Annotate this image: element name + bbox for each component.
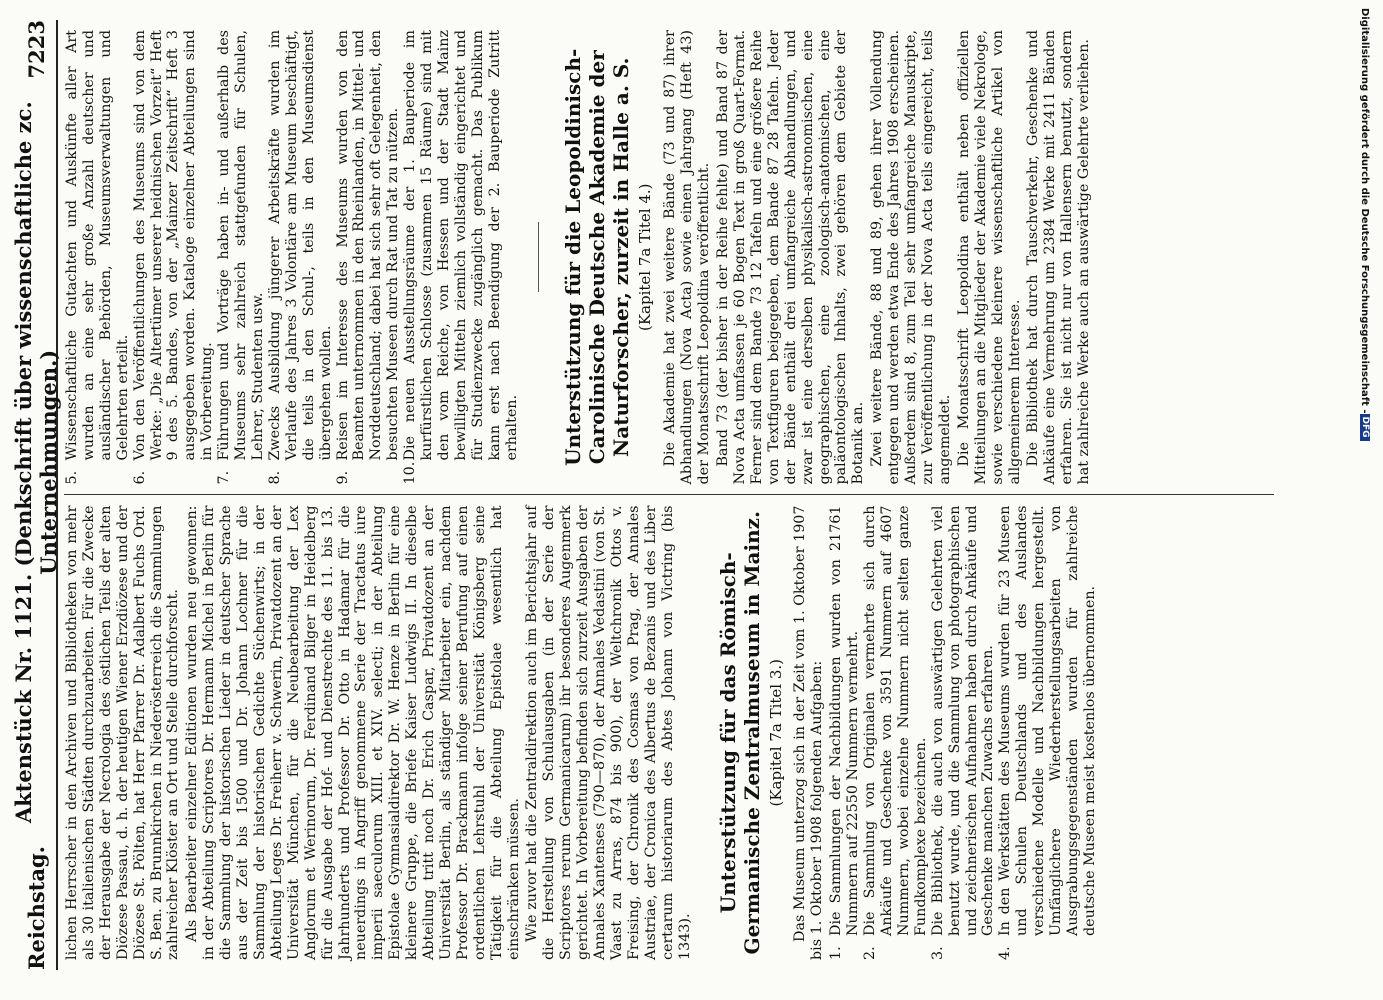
section-title: Unterstützung für die Leopoldinisch-Carolinische Deutsche Akademie der Naturforscher, zurzeit in Halle a. S. <box>561 48 634 466</box>
item-number: 7. <box>216 470 233 485</box>
paragraph: Als Bearbeiter einzelner Editionen wurden neu gewonnen: in der Abteilung Scriptores Dr. Hermann Michel in Berlin für die Sammlung der historischen Lieder in deutscher Sprache aus der Zeit bis 1500 und Dr. Johann Lochner für die Sammlung der historischen Gedichte Süchenwirts; in der Abteilung Leges Dr. Freiherr v. Schwerin, Privatdozent an der Universität München, für die Neubearbeitung der Lex Anglorum et Werinorum, Dr. Ferdinand Bilger in Heidelberg für die Ausgabe der Hof- und Dienstrechte des 11. bis 13. Jahrhunderts und Professor Dr. Otto in Hadamar für die neuerdings in Angriff genommene Serie der Tractatus iure imperii saeculorum XIII. et XIV. selecti; in der Abteilung Epistolae Gymnasialdirektor Dr. W. Henze in Berlin für eine kleinere Gruppe, die Briefe Kaiser Ludwigs II. In dieselbe Abteilung tritt noch Dr. Erich Caspar, Privatdozent an der Universität Berlin, als ständiger Mitarbeiter ein, nachdem Professor Dr. Brackmann infolge seiner Berufung auf einen ordentlichen Lehrstuhl der Universität Königsberg seine Tätigkeit für die Abteilung Epistolae wesentlich hat einschränken müssen. <box>184 505 522 960</box>
item-text: Die Sammlungen der Nachbildungen wurden von 21761 Nummern auf 22550 Nummern vermehrt. <box>828 505 862 936</box>
paragraph: Zwei weitere Bände, 88 und 89, gehen ihrer Vollendung entgegen und werden etwa Ende des Jahres 1908 erscheinen. Außerdem sind 8, zum Teil sehr umfangreiche Manuskripte, zur Veröffentlichung in der Nova Acta teils eingereicht, teils angemeldet. <box>869 30 953 485</box>
item-text: Reisen im Interesse des Museums wurden von den Beamten unternommen in den Rheinlanden, in Mittel- und Norddeutschland; dabei hat sich sehr oft Gelegenheit, den besuchten Museen durch Rat und Tat zu nützen. <box>334 30 402 461</box>
item-text: Die Bibliothek, die auch von auswärtigen Gelehrten viel benutzt wurde, und die Sammlung von photographischen und zeichnerischen Aufnahmen haben durch Ankäufe und Geschenke manchen Zuwachs erfahren. <box>929 505 997 936</box>
numbered-item <box>132 30 217 485</box>
rotated-sheet <box>8 0 1348 1000</box>
digitization-note <box>1358 8 1376 992</box>
item-number: 6. <box>131 470 148 485</box>
item-number: 1. <box>828 946 845 960</box>
page-number: 7223 <box>23 20 49 79</box>
numbered-item <box>402 30 520 485</box>
numbered-item <box>335 30 403 485</box>
paragraph: Band 73 (der bisher in der Reihe fehlte) und Band 87 der Nova Acta umfassen je 60 Bogen Text in groß Quart-Format. Ferner sind dem Bande 73 12 Tafeln und eine größere Reihe von Textfiguren beigegeben, dem Bande 87 28 Tafeln. Jeder der Bände enthält drei umfangreiche Abhandlungen, und zwar ist eine derselben physikalisch-astronomischen, eine geographischen, eine zoologisch-anatomischen, eine paläontologischen Inhalts, zwei gehören dem Gebiete der Botanik an. <box>715 30 867 485</box>
item-number: 10. <box>402 461 419 485</box>
left-column <box>64 495 1274 971</box>
item-text: Die neuen Ausstellungsräume der 1. Bauperiode im kurfürstlichen Schlosse (zusammen 15 Räume) sind mit den vom Reiche, von Hessen und der Stadt Mainz bewilligten Mitteln ziemlich vollständig eingerichtet und für Studienzwecke zugänglich gemacht. Das Publikum kann erst nach Beendigung der 2. Bauperiode Zutritt erhalten. <box>402 30 520 461</box>
numbered-item <box>216 30 267 485</box>
section-subtitle: (Kapitel 7a Titel 3.) <box>766 658 785 807</box>
text-columns <box>64 20 1274 970</box>
page-header <box>11 20 61 970</box>
numbered-item <box>828 506 862 961</box>
item-text: In den Werkstätten des Museums wurden für 23 Museen und Schulen Deutschlands und des Auslandes verschiedene Modelle und Nachbildungen hergestellt. Umfänglichere Wiederherstellungsarbeiten von Ausgrabungsgegenständen wurden für zahlreiche deutsche Museen meist kostenlos übernommen. <box>997 505 1098 936</box>
item-number: 2. <box>862 946 879 960</box>
header-title: Aktenstück Nr. 1121. (Denkschrift über wissenschaftliche zc. Unternehmungen.) <box>11 101 61 824</box>
side-note-text: Digitalisierung gefördert durch die Deutsche Forschungsgemeinschaft - <box>1359 8 1371 414</box>
numbered-item <box>930 506 998 961</box>
paragraph: lichen Herrscher in den Archiven und Bibliotheken von mehr als 30 italienischen Städten durchzuarbeiten. Für die Zwecke der Herausgabe der Necrologia des östlichen Teils der alten Diözese Passau, d. h. der heutigen Wiener Erzdiözese und der Diözese St. Pölten, hat Herr Pfarrer Dr. Adalbert Fuchs Ord. S. Ben. zu Brunnkirchen in Niederösterreich die Sammlungen zahlreicher Klöster an Ort und Stelle durchforscht. <box>64 505 182 960</box>
paragraph: Die Akademie hat zwei weitere Bände (73 und 87) ihrer Abhandlungen (Nova Acta) sowie einen Jahrgang (Heft 43) der Monatsschrift Leopoldina veröffentlicht. <box>662 30 713 485</box>
item-number: 5. <box>64 470 80 485</box>
item-number: 9. <box>334 470 351 485</box>
paragraph: Wie zuvor hat die Zentraldirektion auch im Berichtsjahr auf die Herstellung von Schulausgaben (in der Serie der Scriptores rerum Germanicarum) ihr besonderes Augenmerk gerichtet. In Vorbereitung befinden sich zurzeit Ausgaben der Annales Xantenses (790—870), der Annales Vedastini (von St. Vaast zu Arras, 874 bis 900), der Weltchronik Ottos v. Freising, der Chronik des Cosmas von Prag, der Annales Austriae, der Cronica des Albertus de Bezanis und des Liber certarum historiarum des Abtes Johann von Victring (bis 1343). <box>524 505 693 960</box>
dfg-logo: DFG <box>1360 414 1370 441</box>
section-subtitle: (Kapitel 7a Titel 4.) <box>636 183 655 332</box>
item-number: 8. <box>266 470 283 485</box>
section-title: Unterstützung für das Römisch-Germanische Zentralmuseum in Mainz. <box>715 511 764 955</box>
paragraph: Die Monatsschrift Leopoldina enthält neben offiziellen Mitteilungen an die Mitglieder der Akademie viele Nekrologe, sowie verschiedene kleinere wissenschaftliche Artikel von allgemeinerem Interesse. <box>955 30 1023 485</box>
item-number: 4. <box>997 946 1014 960</box>
numbered-item <box>997 506 1098 961</box>
item-text: Wissenschaftliche Gutachten und Auskünfte aller Art wurden an eine sehr große Anzahl deutscher und ausländischer Behörden, Museumsverwaltungen und Gelehrten erteilt. <box>64 30 131 461</box>
paragraph: Die Bibliothek hat durch Tauschverkehr, Geschenke und Ankäufe eine Vermehrung um 2384 Werke mit 2411 Bänden erfahren. Sie ist nicht nur von Hallensern benutzt, sondern hat zahlreiche Werke auch an auswärtige Gelehrte verliehen. <box>1025 30 1093 485</box>
item-number: 3. <box>929 946 946 960</box>
numbered-item <box>862 506 930 961</box>
header-left: Reichstag. <box>23 846 49 970</box>
numbered-item <box>64 30 132 485</box>
item-text: Führungen und Vorträge haben in- und außerhalb des Museums sehr zahlreich stattgefunden für Schulen, Lehrer, Studenten usw. <box>216 30 266 461</box>
item-text: Zwecks Ausbildung jüngerer Arbeitskräfte wurden im Verlaufe des Jahres 3 Volontäre am Museum beschäftigt, die teils in den Schul-, teils in den Museumsdienst übergehen wollen. <box>266 30 334 461</box>
item-text: Die Sammlung von Originalen vermehrte sich durch Ankäufe und Geschenke von 3591 Nummern auf 4607 Nummern, wobei einzelne Nummern nicht selten ganze Fundkomplexe bezeichnen. <box>862 505 929 936</box>
item-text: Von den Veröffentlichungen des Museums sind von dem Werke: „Die Altertümer unserer heidnischen Vorzeit“ Heft 9 des 5. Bandes, von der „Mainzer Zeitschrift“ Heft 3 ausgegeben worden. Kataloge einzelner Abteilungen sind in Vorbereitung. <box>131 30 216 461</box>
paragraph: Das Museum unterzog sich in der Zeit vom 1. Oktober 1907 bis 1. Oktober 1908 folgenden Aufgaben: <box>792 505 826 960</box>
numbered-item <box>267 30 335 485</box>
section-divider <box>538 222 539 292</box>
right-column <box>64 20 1274 495</box>
